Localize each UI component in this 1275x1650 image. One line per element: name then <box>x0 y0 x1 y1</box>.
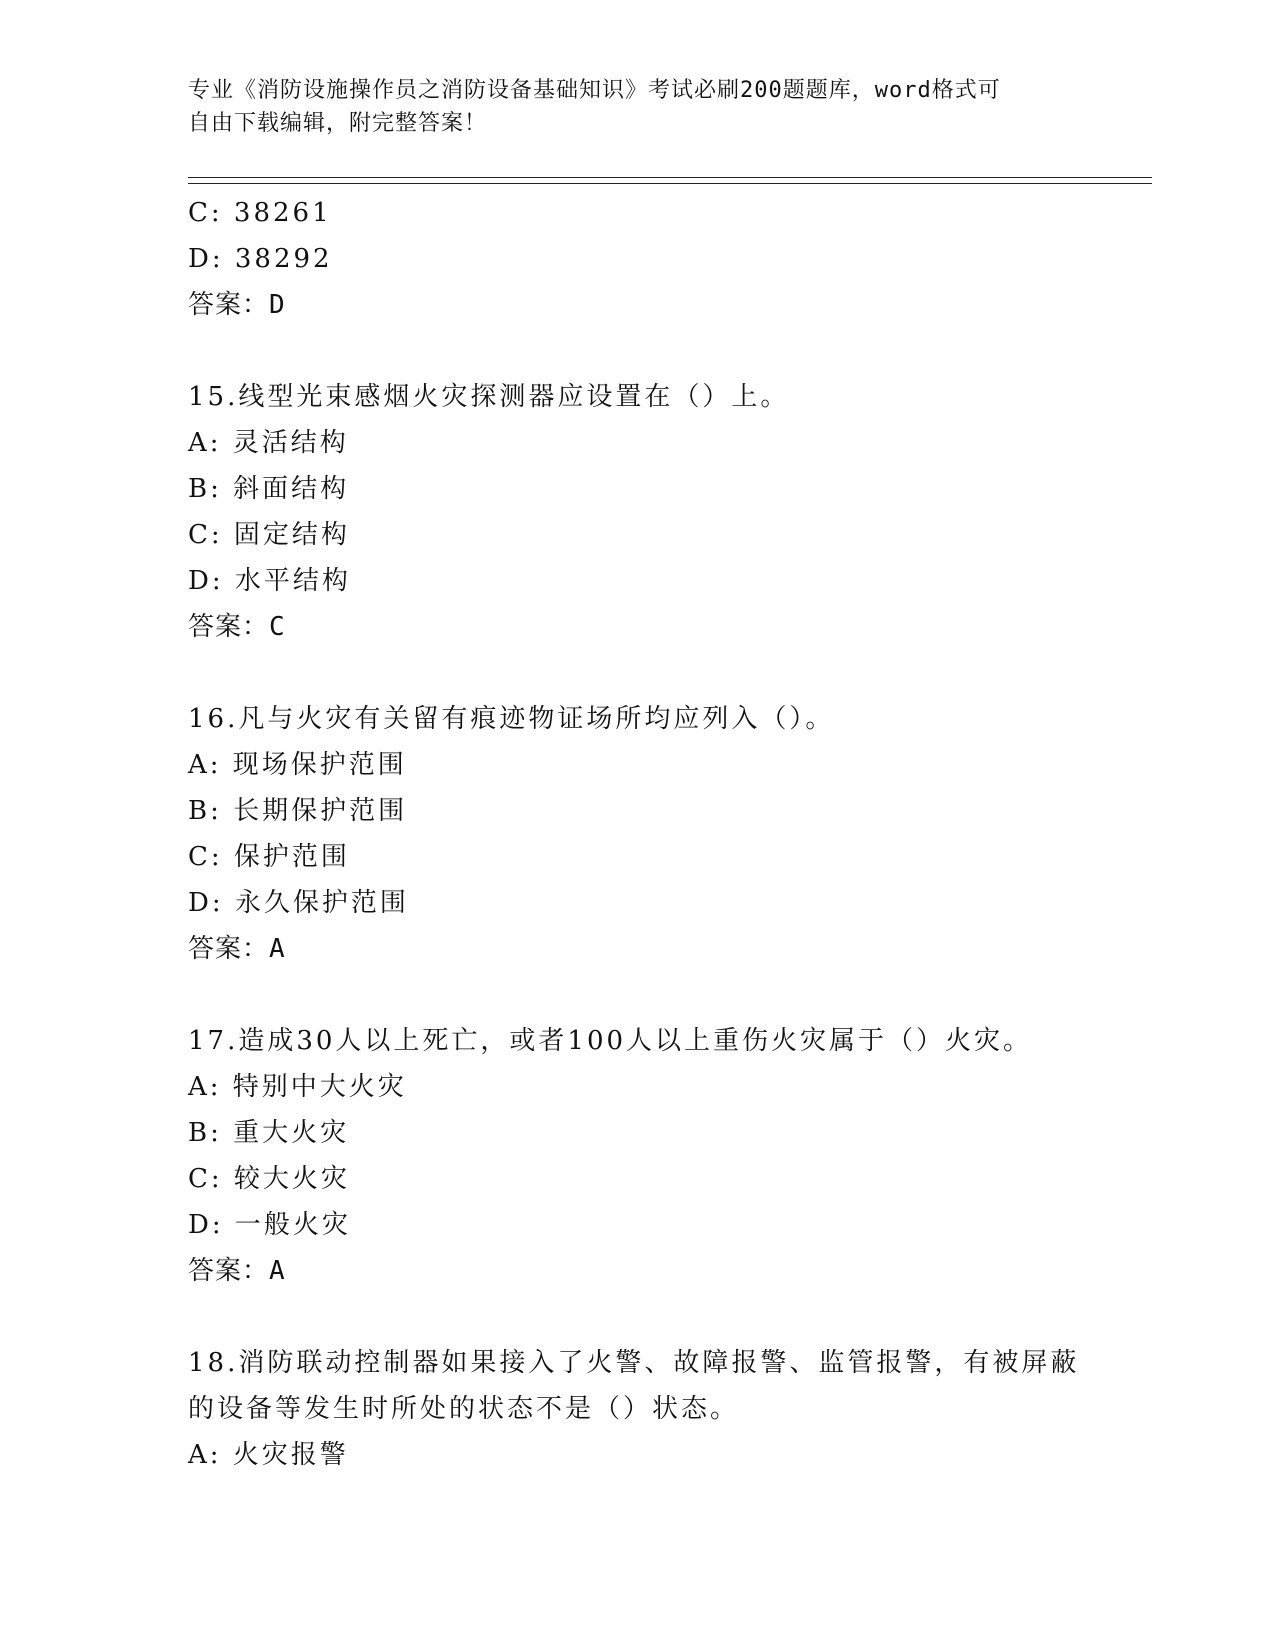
document-header <box>188 74 1088 140</box>
option-d: D: 水平结构 <box>188 566 351 596</box>
question-16 <box>188 696 1152 972</box>
option-c: C: 保护范围 <box>188 842 350 872</box>
spacer <box>188 1294 1152 1340</box>
option-d: D: 38292 <box>188 244 333 274</box>
option-d: D: 一般火灾 <box>188 1210 351 1240</box>
option-a: A: 火灾报警 <box>188 1440 349 1470</box>
question-18 <box>188 1340 1152 1478</box>
question-15 <box>188 374 1152 650</box>
question-list <box>188 190 1152 1478</box>
option-c: C: 38261 <box>188 198 332 228</box>
option-a: A: 灵活结构 <box>188 428 349 458</box>
header-title-line-1: 专业《消防设施操作员之消防设备基础知识》考试必刷200题题库，word格式可 <box>188 78 1001 103</box>
option-b: B: 长期保护范围 <box>188 796 408 826</box>
answer-line: 答案：D <box>188 290 286 320</box>
answer-line: 答案：A <box>188 934 286 964</box>
question-stem: 17.造成30人以上死亡，或者100人以上重伤火灾属于（）火灾。 <box>188 1026 1033 1056</box>
header-title-line-2: 自由下载编辑，附完整答案！ <box>188 111 488 136</box>
question-17 <box>188 1018 1152 1294</box>
spacer <box>188 328 1152 374</box>
option-b: B: 斜面结构 <box>188 474 350 504</box>
question-stem: 16.凡与火灾有关留有痕迹物证场所均应列入（）。 <box>188 704 835 734</box>
spacer <box>188 972 1152 1018</box>
spacer <box>188 650 1152 696</box>
header-divider-top <box>188 177 1152 178</box>
answer-line: 答案：C <box>188 612 286 642</box>
option-d: D: 永久保护范围 <box>188 888 409 918</box>
option-b: B: 重大火灾 <box>188 1118 350 1148</box>
question-stem-line-2: 的设备等发生时所处的状态不是（）状态。 <box>188 1394 740 1424</box>
answer-line: 答案：A <box>188 1256 286 1286</box>
option-c: C: 固定结构 <box>188 520 350 550</box>
question-stem-line-1: 18.消防联动控制器如果接入了火警、故障报警、监管报警，有被屏蔽 <box>188 1348 1080 1378</box>
option-a: A: 现场保护范围 <box>188 750 407 780</box>
header-divider-bottom <box>188 183 1152 184</box>
question-stem: 15.线型光束感烟火灾探测器应设置在（）上。 <box>188 382 790 412</box>
previous-question-tail <box>188 190 1152 328</box>
option-a: A: 特别中大火灾 <box>188 1072 407 1102</box>
option-c: C: 较大火灾 <box>188 1164 350 1194</box>
